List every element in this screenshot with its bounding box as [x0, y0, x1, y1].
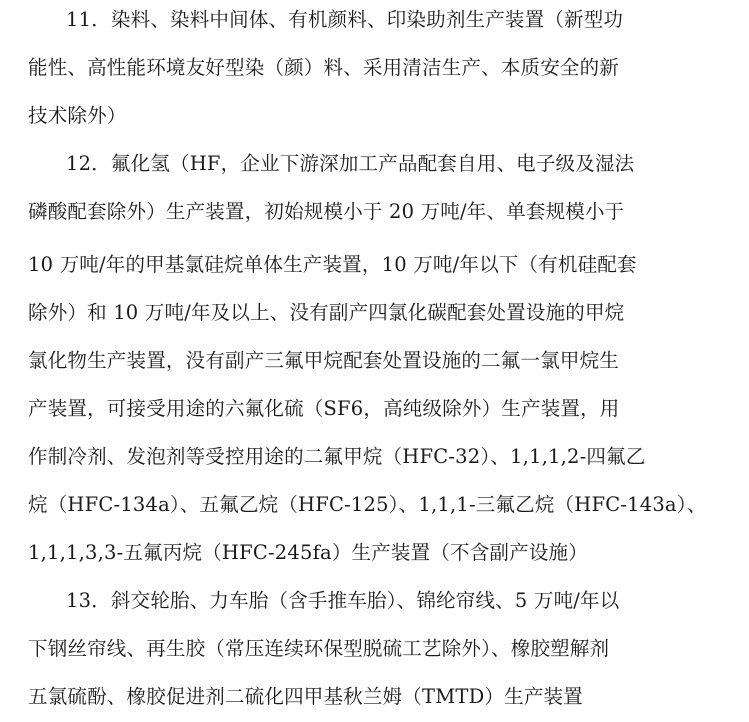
text-line: 技术除外） [28, 104, 127, 127]
text-line: 13．斜交轮胎、力车胎（含手推车胎）、锦纶帘线、5 万吨/年以 [66, 589, 620, 612]
text-line: 产装置，可接受用途的六氟化硫（SF6，高纯级除外）生产装置，用 [28, 397, 620, 420]
text-line: 11．染料、染料中间体、有机颜料、印染助剂生产装置（新型功 [66, 8, 624, 31]
text-line: 除外）和 10 万吨/年及以上、没有副产四氯化碳配套处置设施的甲烷 [28, 301, 625, 324]
text-line: 10 万吨/年的甲基氯硅烷单体生产装置，10 万吨/年以下（有机硅配套 [28, 253, 637, 276]
text-line: 12．氟化氢（HF，企业下游深加工产品配套自用、电子级及湿法 [66, 152, 635, 175]
text-line: 磷酸配套除外）生产装置，初始规模小于 20 万吨/年、单套规模小于 [28, 200, 625, 223]
text-line: 烷（HFC-134a）、五氟乙烷（HFC-125）、1,1,1-三氟乙烷（HFC-143a）、 [28, 493, 707, 516]
text-line: 1,1,1,3,3-五氟丙烷（HFC-245fa）生产装置（不含副产设施） [28, 541, 588, 564]
text-line: 五氯硫酚、橡胶促进剂二硫化四甲基秋兰姆（TMTD）生产装置 [28, 685, 583, 708]
text-line: 作制冷剂、发泡剂等受控用途的二氟甲烷（HFC-32）、1,1,1,2-四氟乙 [28, 445, 646, 468]
text-line: 能性、高性能环境友好型染（颜）料、采用清洁生产、本质安全的新 [28, 56, 620, 79]
text-line: 氯化物生产装置，没有副产三氟甲烷配套处置设施的二氟一氯甲烷生 [28, 349, 620, 372]
text-line: 下钢丝帘线、再生胶（常压连续环保型脱硫工艺除外）、橡胶塑解剂 [28, 637, 610, 660]
